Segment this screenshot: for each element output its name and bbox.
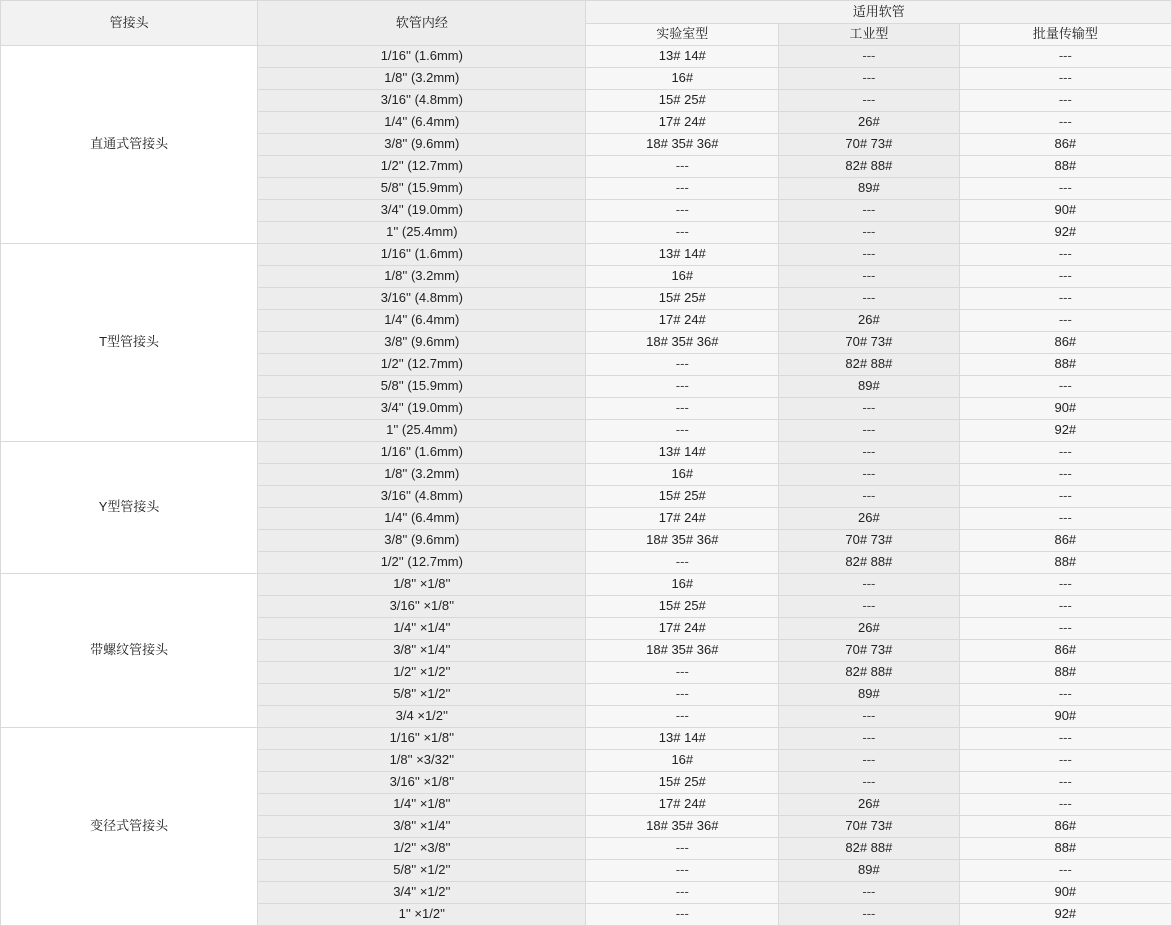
lab-type-cell: 13# 14# [586,46,779,68]
industrial-type-cell: 89# [779,376,960,398]
bulk-transfer-type-cell: --- [959,860,1171,882]
industrial-type-cell: --- [779,464,960,486]
bulk-transfer-type-cell: 86# [959,640,1171,662]
industrial-type-cell: 89# [779,178,960,200]
lab-type-cell: --- [586,222,779,244]
inner-diameter-cell: 5/8'' (15.9mm) [258,376,586,398]
bulk-transfer-type-cell: --- [959,750,1171,772]
industrial-type-cell: 70# 73# [779,332,960,354]
column-header-bulk-transfer-type: 批量传输型 [959,24,1171,46]
lab-type-cell: 13# 14# [586,442,779,464]
industrial-type-cell: --- [779,772,960,794]
lab-type-cell: 16# [586,574,779,596]
inner-diameter-cell: 1/4'' ×1/8'' [258,794,586,816]
lab-type-cell: --- [586,860,779,882]
lab-type-cell: --- [586,684,779,706]
table-row [1,574,1172,596]
inner-diameter-cell: 1/2'' ×3/8'' [258,838,586,860]
lab-type-cell: 16# [586,750,779,772]
inner-diameter-cell: 1/4'' ×1/4'' [258,618,586,640]
industrial-type-cell: --- [779,398,960,420]
bulk-transfer-type-cell: --- [959,442,1171,464]
bulk-transfer-type-cell: --- [959,266,1171,288]
inner-diameter-cell: 1/8'' ×1/8'' [258,574,586,596]
inner-diameter-cell: 1/16'' (1.6mm) [258,442,586,464]
fitting-category-cell: Y型管接头 [1,442,258,574]
bulk-transfer-type-cell: --- [959,46,1171,68]
inner-diameter-cell: 1/4'' (6.4mm) [258,310,586,332]
industrial-type-cell: --- [779,46,960,68]
inner-diameter-cell: 1/16'' ×1/8'' [258,728,586,750]
inner-diameter-cell: 3/16'' (4.8mm) [258,90,586,112]
industrial-type-cell: --- [779,200,960,222]
industrial-type-cell: --- [779,750,960,772]
inner-diameter-cell: 1'' (25.4mm) [258,222,586,244]
industrial-type-cell: --- [779,288,960,310]
bulk-transfer-type-cell: --- [959,486,1171,508]
industrial-type-cell: 82# 88# [779,838,960,860]
industrial-type-cell: --- [779,882,960,904]
bulk-transfer-type-cell: --- [959,684,1171,706]
inner-diameter-cell: 5/8'' ×1/2'' [258,684,586,706]
bulk-transfer-type-cell: --- [959,288,1171,310]
bulk-transfer-type-cell: --- [959,68,1171,90]
industrial-type-cell: --- [779,486,960,508]
bulk-transfer-type-cell: --- [959,772,1171,794]
lab-type-cell: 16# [586,464,779,486]
table-row [1,46,1172,68]
lab-type-cell: 17# 24# [586,310,779,332]
inner-diameter-cell: 1/2'' (12.7mm) [258,354,586,376]
bulk-transfer-type-cell: 86# [959,134,1171,156]
table-header-row-1 [1,1,1172,24]
bulk-transfer-type-cell: --- [959,596,1171,618]
lab-type-cell: --- [586,552,779,574]
lab-type-cell: 17# 24# [586,618,779,640]
bulk-transfer-type-cell: --- [959,178,1171,200]
bulk-transfer-type-cell: --- [959,794,1171,816]
lab-type-cell: 15# 25# [586,596,779,618]
lab-type-cell: 18# 35# 36# [586,816,779,838]
inner-diameter-cell: 1'' (25.4mm) [258,420,586,442]
lab-type-cell: --- [586,398,779,420]
bulk-transfer-type-cell: --- [959,112,1171,134]
industrial-type-cell: 82# 88# [779,662,960,684]
lab-type-cell: --- [586,178,779,200]
lab-type-cell: 17# 24# [586,508,779,530]
industrial-type-cell: 89# [779,860,960,882]
industrial-type-cell: --- [779,266,960,288]
fitting-category-cell: 变径式管接头 [1,728,258,926]
inner-diameter-cell: 1/16'' (1.6mm) [258,46,586,68]
lab-type-cell: 18# 35# 36# [586,332,779,354]
inner-diameter-cell: 3/8'' ×1/4'' [258,640,586,662]
industrial-type-cell: --- [779,706,960,728]
inner-diameter-cell: 3/16'' ×1/8'' [258,596,586,618]
bulk-transfer-type-cell: --- [959,574,1171,596]
inner-diameter-cell: 1/8'' (3.2mm) [258,266,586,288]
lab-type-cell: 13# 14# [586,728,779,750]
industrial-type-cell: 70# 73# [779,530,960,552]
inner-diameter-cell: 3/4 ×1/2'' [258,706,586,728]
industrial-type-cell: 82# 88# [779,156,960,178]
bulk-transfer-type-cell: 90# [959,882,1171,904]
inner-diameter-cell: 1/4'' (6.4mm) [258,508,586,530]
lab-type-cell: 15# 25# [586,90,779,112]
inner-diameter-cell: 1'' ×1/2'' [258,904,586,926]
inner-diameter-cell: 1/2'' (12.7mm) [258,156,586,178]
inner-diameter-cell: 1/4'' (6.4mm) [258,112,586,134]
inner-diameter-cell: 3/8'' (9.6mm) [258,332,586,354]
industrial-type-cell: --- [779,90,960,112]
bulk-transfer-type-cell: 90# [959,706,1171,728]
industrial-type-cell: --- [779,596,960,618]
industrial-type-cell: --- [779,442,960,464]
table-body [1,46,1172,926]
industrial-type-cell: 26# [779,508,960,530]
bulk-transfer-type-cell: --- [959,90,1171,112]
inner-diameter-cell: 3/8'' ×1/4'' [258,816,586,838]
lab-type-cell: 18# 35# 36# [586,640,779,662]
bulk-transfer-type-cell: --- [959,310,1171,332]
column-header-industrial-type: 工业型 [779,24,960,46]
inner-diameter-cell: 3/4'' (19.0mm) [258,398,586,420]
industrial-type-cell: --- [779,244,960,266]
bulk-transfer-type-cell: 92# [959,420,1171,442]
table-row [1,442,1172,464]
lab-type-cell: 16# [586,266,779,288]
industrial-type-cell: --- [779,904,960,926]
lab-type-cell: --- [586,904,779,926]
inner-diameter-cell: 3/16'' ×1/8'' [258,772,586,794]
inner-diameter-cell: 1/16'' (1.6mm) [258,244,586,266]
lab-type-cell: 13# 14# [586,244,779,266]
bulk-transfer-type-cell: 90# [959,398,1171,420]
lab-type-cell: --- [586,706,779,728]
inner-diameter-cell: 1/8'' ×3/32'' [258,750,586,772]
bulk-transfer-type-cell: 88# [959,156,1171,178]
industrial-type-cell: --- [779,68,960,90]
industrial-type-cell: --- [779,420,960,442]
lab-type-cell: 15# 25# [586,288,779,310]
lab-type-cell: --- [586,420,779,442]
column-header-applicable-hose: 适用软管 [586,1,1172,24]
column-header-fitting: 管接头 [1,1,258,46]
lab-type-cell: 15# 25# [586,486,779,508]
bulk-transfer-type-cell: 86# [959,816,1171,838]
column-header-inner-diameter: 软管内经 [258,1,586,46]
inner-diameter-cell: 1/8'' (3.2mm) [258,464,586,486]
bulk-transfer-type-cell: --- [959,728,1171,750]
bulk-transfer-type-cell: --- [959,244,1171,266]
inner-diameter-cell: 3/4'' ×1/2'' [258,882,586,904]
bulk-transfer-type-cell: 92# [959,222,1171,244]
lab-type-cell: 17# 24# [586,794,779,816]
fitting-category-cell: T型管接头 [1,244,258,442]
industrial-type-cell: 82# 88# [779,552,960,574]
bulk-transfer-type-cell: 88# [959,354,1171,376]
industrial-type-cell: --- [779,728,960,750]
lab-type-cell: --- [586,376,779,398]
table-row [1,728,1172,750]
industrial-type-cell: 70# 73# [779,816,960,838]
inner-diameter-cell: 5/8'' (15.9mm) [258,178,586,200]
bulk-transfer-type-cell: 88# [959,662,1171,684]
inner-diameter-cell: 1/8'' (3.2mm) [258,68,586,90]
inner-diameter-cell: 3/8'' (9.6mm) [258,530,586,552]
lab-type-cell: --- [586,838,779,860]
bulk-transfer-type-cell: 86# [959,530,1171,552]
bulk-transfer-type-cell: 86# [959,332,1171,354]
bulk-transfer-type-cell: --- [959,376,1171,398]
inner-diameter-cell: 3/8'' (9.6mm) [258,134,586,156]
lab-type-cell: --- [586,354,779,376]
fitting-category-cell: 带螺纹管接头 [1,574,258,728]
column-header-lab-type: 实验室型 [586,24,779,46]
lab-type-cell: 18# 35# 36# [586,530,779,552]
table-header [1,1,1172,46]
industrial-type-cell: 70# 73# [779,134,960,156]
lab-type-cell: 18# 35# 36# [586,134,779,156]
lab-type-cell: 16# [586,68,779,90]
table-row [1,244,1172,266]
lab-type-cell: --- [586,156,779,178]
bulk-transfer-type-cell: --- [959,618,1171,640]
industrial-type-cell: 26# [779,310,960,332]
inner-diameter-cell: 1/2'' (12.7mm) [258,552,586,574]
lab-type-cell: --- [586,200,779,222]
bulk-transfer-type-cell: --- [959,508,1171,530]
bulk-transfer-type-cell: 88# [959,552,1171,574]
industrial-type-cell: 26# [779,112,960,134]
industrial-type-cell: --- [779,574,960,596]
inner-diameter-cell: 5/8'' ×1/2'' [258,860,586,882]
industrial-type-cell: --- [779,222,960,244]
inner-diameter-cell: 1/2'' ×1/2'' [258,662,586,684]
industrial-type-cell: 89# [779,684,960,706]
lab-type-cell: 17# 24# [586,112,779,134]
bulk-transfer-type-cell: --- [959,464,1171,486]
fitting-category-cell: 直通式管接头 [1,46,258,244]
inner-diameter-cell: 3/16'' (4.8mm) [258,288,586,310]
industrial-type-cell: 26# [779,618,960,640]
industrial-type-cell: 26# [779,794,960,816]
lab-type-cell: --- [586,882,779,904]
bulk-transfer-type-cell: 92# [959,904,1171,926]
lab-type-cell: --- [586,662,779,684]
bulk-transfer-type-cell: 90# [959,200,1171,222]
bulk-transfer-type-cell: 88# [959,838,1171,860]
inner-diameter-cell: 3/4'' (19.0mm) [258,200,586,222]
lab-type-cell: 15# 25# [586,772,779,794]
industrial-type-cell: 82# 88# [779,354,960,376]
industrial-type-cell: 70# 73# [779,640,960,662]
inner-diameter-cell: 3/16'' (4.8mm) [258,486,586,508]
